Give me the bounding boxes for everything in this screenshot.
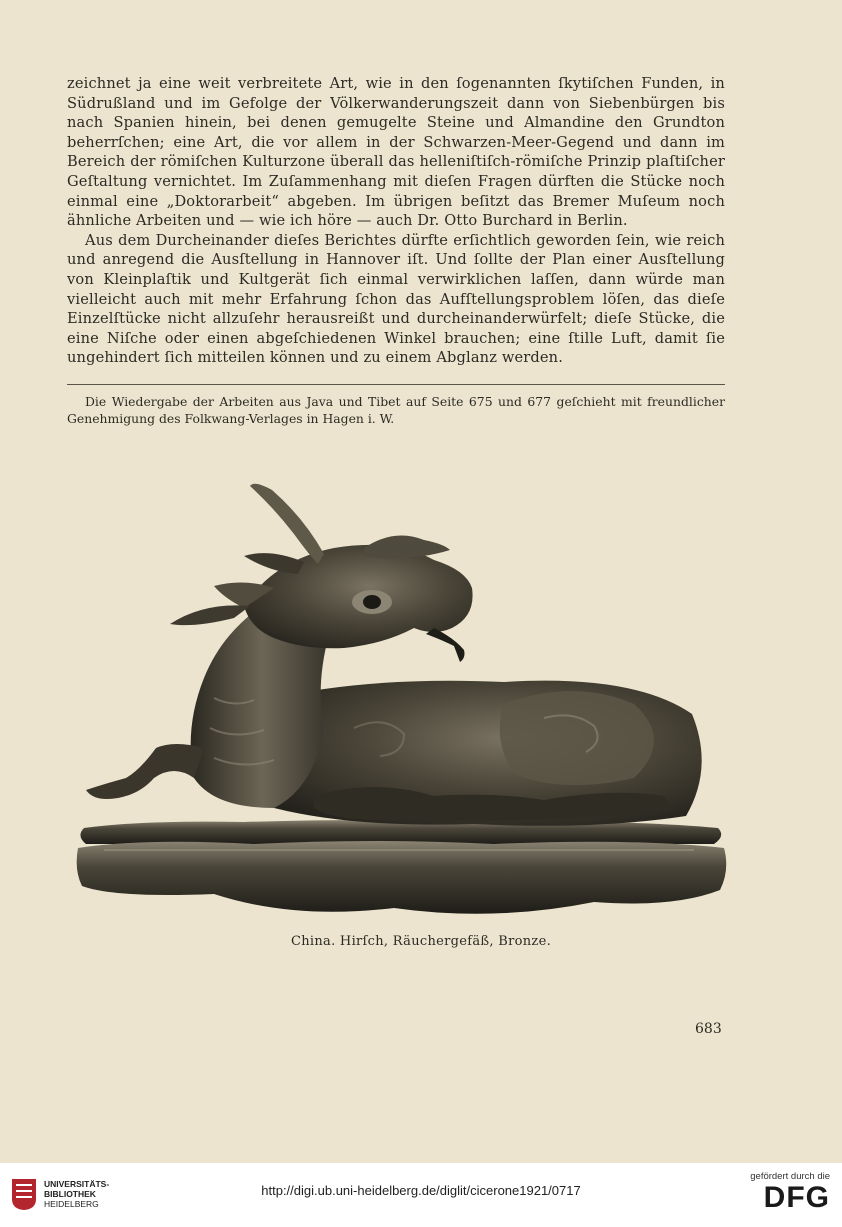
page-number: 683	[695, 1021, 722, 1037]
body-text	[67, 74, 725, 368]
footnote-divider	[67, 384, 725, 385]
sponsor-label: gefördert durch die	[750, 1171, 830, 1182]
paragraph-2: Aus dem Durcheinander dieſes Berichtes dürfte erſichtlich geworden ſein, wie reich und anregend die Ausſtellung in Hannover iſt. Und ſollte der Plan einer Ausſtellung von Kleinplaſtik und Kultgerät ſich einmal verwirklichen laſſen, dann würde man vielleicht auch mit mehr Erfahrung ſchon das Aufſtellungsproblem löſen, das dieſe Einzelſtücke nicht allzuſehr herausreißt und durcheinanderwürfelt; dieſe Stücke, die eine Niſche oder einen abgeſchiedenen Winkel brauchen; eine ſtille Luft, damit ſie ungehindert ſich mitteilen können und zu einem Abglanz werden.	[67, 231, 725, 367]
library-name-line-3: HEIDELBERG	[44, 1199, 99, 1209]
digital-copy-link[interactable]: http://digi.ub.uni-heidelberg.de/diglit/cicerone1921/0717	[261, 1183, 581, 1198]
footer-bar	[0, 1163, 842, 1227]
dfg-logo[interactable]: DFG	[763, 1181, 830, 1214]
figure-deer-censer	[74, 478, 728, 924]
library-name-line-1: UNIVERSITÄTS-	[44, 1179, 110, 1189]
footnote: Die Wiedergabe der Arbeiten aus Java und Tibet auf Seite 675 und 677 geſchieht mit freundlicher Genehmigung des Folkwang-Verlages in Hagen i. W.	[67, 394, 725, 426]
figure-caption: China. Hirſch, Räuchergefäß, Bronze.	[290, 934, 552, 949]
deer-censer-illustration	[74, 478, 728, 924]
sponsor-credit	[750, 1171, 830, 1214]
library-name-line-2: BIBLIOTHEK	[44, 1189, 96, 1199]
paragraph-1: zeichnet ja eine weit verbreitete Art, wie in den ſogenannten ſkytiſchen Funden, in Südrußland und im Gefolge der Völkerwanderungszeit dann von Siebenbürgen bis nach Spanien hinein, bei denen gemugelte Steine und Almandine den Grundton beherrſchen; eine Art, die vor allem in der Schwarzen-Meer-Gegend und dann im Bereich der römiſchen Kulturzone überall das helleniſtiſch-römiſche Prinzip plaſtiſcher Geſtaltung vernichtet. Im Zuſammenhang mit dieſen Fragen dürften die Stücke noch einmal eine „Doktorarbeit“ abgeben. Im übrigen beſitzt das Bremer Muſeum noch ähnliche Arbeiten und — wie ich höre — auch Dr. Otto Burchard in Berlin.	[67, 75, 725, 230]
